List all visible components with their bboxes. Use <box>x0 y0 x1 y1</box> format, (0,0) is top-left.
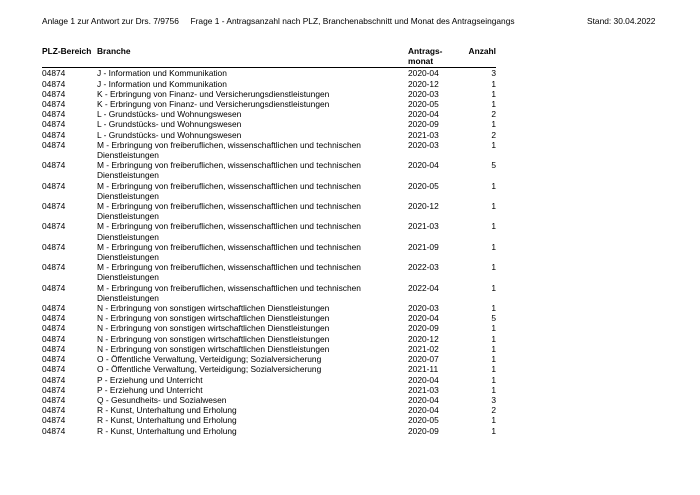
monat-cell: 2020-05 <box>408 415 439 426</box>
table-row <box>42 395 496 405</box>
branche-cell: M - Erbringung von freiberuflichen, wissenschaftlichen und technischen Dienstleistungen <box>97 241 361 263</box>
monat-cell: 2020-12 <box>408 201 439 212</box>
monat-cell: 2020-04 <box>408 109 439 120</box>
plz-cell: 04874 <box>42 119 66 130</box>
table-row <box>42 221 496 241</box>
branche-cell: M - Erbringung von freiberuflichen, wissenschaftlichen und technischen Dienstleistungen <box>97 282 361 303</box>
anzahl-cell: 1 <box>491 262 496 273</box>
anzahl-cell: 1 <box>491 99 496 110</box>
branche-cell: J - Information und Kommunikation <box>97 78 227 89</box>
branche-cell: L - Grundstücks- und Wohnungswesen <box>97 129 242 140</box>
plz-cell: 04874 <box>42 262 66 273</box>
table-row <box>42 303 496 313</box>
anzahl-cell: 3 <box>491 394 496 405</box>
branche-cell: N - Erbringung von sonstigen wirtschaftlichen Dienstleistungen <box>97 343 330 354</box>
table-row <box>42 201 496 221</box>
anzahl-cell: 2 <box>491 405 496 416</box>
column-header-plz: PLZ-Bereich <box>42 46 92 56</box>
branche-cell: N - Erbringung von sonstigen wirtschaftlichen Dienstleistungen <box>97 313 330 324</box>
anzahl-cell: 1 <box>491 374 496 385</box>
monat-cell: 2021-03 <box>408 384 439 395</box>
monat-cell: 2020-04 <box>408 68 439 79</box>
table-row <box>42 68 496 78</box>
anzahl-cell: 1 <box>491 180 496 191</box>
document-reference: Anlage 1 zur Antwort zur Drs. 7/9756 <box>42 16 179 26</box>
plz-cell: 04874 <box>42 129 66 140</box>
table-row <box>42 364 496 374</box>
plz-cell: 04874 <box>42 282 66 293</box>
branche-cell: L - Grundstücks- und Wohnungswesen <box>97 109 242 120</box>
plz-cell: 04874 <box>42 364 66 375</box>
plz-cell: 04874 <box>42 343 66 354</box>
branche-cell: R - Kunst, Unterhaltung und Erholung <box>97 425 237 436</box>
plz-cell: 04874 <box>42 99 66 110</box>
plz-cell: 04874 <box>42 425 66 436</box>
branche-cell: Q - Gesundheits- und Sozialwesen <box>97 394 227 405</box>
table-row <box>42 415 496 425</box>
monat-cell: 2020-03 <box>408 88 439 99</box>
monat-cell: 2020-09 <box>408 323 439 334</box>
plz-cell: 04874 <box>42 201 66 212</box>
plz-cell: 04874 <box>42 221 66 232</box>
monat-cell: 2020-09 <box>408 119 439 130</box>
plz-cell: 04874 <box>42 354 66 365</box>
table-row <box>42 262 496 282</box>
anzahl-cell: 1 <box>491 119 496 130</box>
monat-cell: 2021-03 <box>408 129 439 140</box>
plz-cell: 04874 <box>42 384 66 395</box>
table-row <box>42 283 496 303</box>
branche-cell: N - Erbringung von sonstigen wirtschaftlichen Dienstleistungen <box>97 303 330 314</box>
plz-cell: 04874 <box>42 415 66 426</box>
data-table <box>42 46 496 436</box>
plz-cell: 04874 <box>42 88 66 99</box>
branche-cell: M - Erbringung von freiberuflichen, wissenschaftlichen und technischen Dienstleistungen <box>97 139 361 161</box>
branche-cell: P - Erziehung und Unterricht <box>97 384 203 395</box>
column-header-monat <box>408 46 456 68</box>
table-row <box>42 140 496 160</box>
monat-cell: 2022-03 <box>408 262 439 273</box>
column-header-monat-line2: monat <box>408 56 434 67</box>
table-row <box>42 375 496 385</box>
table-row <box>42 323 496 333</box>
plz-cell: 04874 <box>42 323 66 334</box>
monat-cell: 2020-12 <box>408 333 439 344</box>
branche-cell: P - Erziehung und Unterricht <box>97 374 203 385</box>
anzahl-cell: 1 <box>491 354 496 365</box>
branche-cell: O - Öffentliche Verwaltung, Verteidigung; Sozialversicherung <box>97 364 322 375</box>
page-header <box>42 16 515 26</box>
anzahl-cell: 1 <box>491 323 496 334</box>
monat-cell: 2020-04 <box>408 394 439 405</box>
page-title: Frage 1 - Antragsanzahl nach PLZ, Branchenabschnitt und Monat des Antragseingangs <box>190 16 515 26</box>
table-row <box>42 354 496 364</box>
anzahl-cell: 2 <box>491 109 496 120</box>
branche-cell: M - Erbringung von freiberuflichen, wissenschaftlichen und technischen Dienstleistungen <box>97 201 361 222</box>
monat-cell: 2020-04 <box>408 313 439 324</box>
anzahl-cell: 1 <box>491 384 496 395</box>
table-header-row <box>42 46 496 68</box>
table-row <box>42 405 496 415</box>
monat-cell: 2020-12 <box>408 78 439 89</box>
anzahl-cell: 1 <box>491 78 496 89</box>
anzahl-cell: 1 <box>491 221 496 232</box>
plz-cell: 04874 <box>42 405 66 416</box>
anzahl-cell: 2 <box>491 129 496 140</box>
plz-cell: 04874 <box>42 303 66 314</box>
anzahl-cell: 5 <box>491 313 496 324</box>
branche-cell: M - Erbringung von freiberuflichen, wissenschaftlichen und technischen Dienstleistungen <box>97 262 361 283</box>
table-row <box>42 89 496 99</box>
branche-cell: L - Grundstücks- und Wohnungswesen <box>97 119 242 130</box>
monat-cell: 2020-05 <box>408 99 439 110</box>
anzahl-cell: 1 <box>491 241 496 252</box>
anzahl-cell: 1 <box>491 139 496 150</box>
anzahl-cell: 1 <box>491 333 496 344</box>
monat-cell: 2020-04 <box>408 160 439 171</box>
anzahl-cell: 3 <box>491 68 496 79</box>
monat-cell: 2020-07 <box>408 354 439 365</box>
anzahl-cell: 1 <box>491 415 496 426</box>
table-row <box>42 242 496 262</box>
table-row <box>42 344 496 354</box>
table-row <box>42 426 496 436</box>
anzahl-cell: 1 <box>491 425 496 436</box>
monat-cell: 2021-03 <box>408 221 439 232</box>
anzahl-cell: 1 <box>491 364 496 375</box>
table-row <box>42 181 496 201</box>
plz-cell: 04874 <box>42 78 66 89</box>
plz-cell: 04874 <box>42 68 66 79</box>
anzahl-cell: 1 <box>491 303 496 314</box>
branche-cell: N - Erbringung von sonstigen wirtschaftlichen Dienstleistungen <box>97 323 330 334</box>
branche-cell: M - Erbringung von freiberuflichen, wissenschaftlichen und technischen Dienstleistungen <box>97 221 361 242</box>
monat-cell: 2020-09 <box>408 425 439 436</box>
plz-cell: 04874 <box>42 333 66 344</box>
branche-cell: K - Erbringung von Finanz- und Versicherungsdienstleistungen <box>97 88 330 99</box>
monat-cell: 2022-04 <box>408 282 439 293</box>
column-header-monat-line1: Antrags- <box>408 46 443 56</box>
monat-cell: 2020-04 <box>408 405 439 416</box>
branche-cell: N - Erbringung von sonstigen wirtschaftlichen Dienstleistungen <box>97 333 330 344</box>
plz-cell: 04874 <box>42 180 66 191</box>
branche-cell: M - Erbringung von freiberuflichen, wissenschaftlichen und technischen Dienstleistungen <box>97 160 361 181</box>
monat-cell: 2020-03 <box>408 303 439 314</box>
table-row <box>42 79 496 89</box>
plz-cell: 04874 <box>42 394 66 405</box>
monat-cell: 2020-03 <box>408 139 439 150</box>
plz-cell: 04874 <box>42 241 66 252</box>
table-row <box>42 119 496 129</box>
table-row <box>42 130 496 140</box>
branche-cell: J - Information und Kommunikation <box>97 68 227 79</box>
anzahl-cell: 1 <box>491 282 496 293</box>
stand-date: Stand: 30.04.2022 <box>587 16 656 26</box>
plz-cell: 04874 <box>42 313 66 324</box>
table-row <box>42 313 496 323</box>
column-header-anzahl: Anzahl <box>468 46 496 56</box>
column-header-branche: Branche <box>97 46 131 56</box>
anzahl-cell: 5 <box>491 160 496 171</box>
table-row <box>42 334 496 344</box>
table-row <box>42 385 496 395</box>
anzahl-cell: 1 <box>491 201 496 212</box>
branche-cell: R - Kunst, Unterhaltung und Erholung <box>97 405 237 416</box>
branche-cell: O - Öffentliche Verwaltung, Verteidigung; Sozialversicherung <box>97 354 322 365</box>
table-row <box>42 109 496 119</box>
table-body <box>42 68 496 435</box>
plz-cell: 04874 <box>42 139 66 150</box>
monat-cell: 2021-02 <box>408 343 439 354</box>
anzahl-cell: 1 <box>491 343 496 354</box>
monat-cell: 2021-11 <box>408 364 439 375</box>
branche-cell: K - Erbringung von Finanz- und Versicherungsdienstleistungen <box>97 99 330 110</box>
monat-cell: 2020-05 <box>408 180 439 191</box>
monat-cell: 2021-09 <box>408 241 439 252</box>
anzahl-cell: 1 <box>491 88 496 99</box>
monat-cell: 2020-04 <box>408 374 439 385</box>
branche-cell: M - Erbringung von freiberuflichen, wissenschaftlichen und technischen Dienstleistungen <box>97 180 361 201</box>
plz-cell: 04874 <box>42 374 66 385</box>
table-row <box>42 99 496 109</box>
table-row <box>42 160 496 180</box>
plz-cell: 04874 <box>42 109 66 120</box>
branche-cell: R - Kunst, Unterhaltung und Erholung <box>97 415 237 426</box>
plz-cell: 04874 <box>42 160 66 171</box>
